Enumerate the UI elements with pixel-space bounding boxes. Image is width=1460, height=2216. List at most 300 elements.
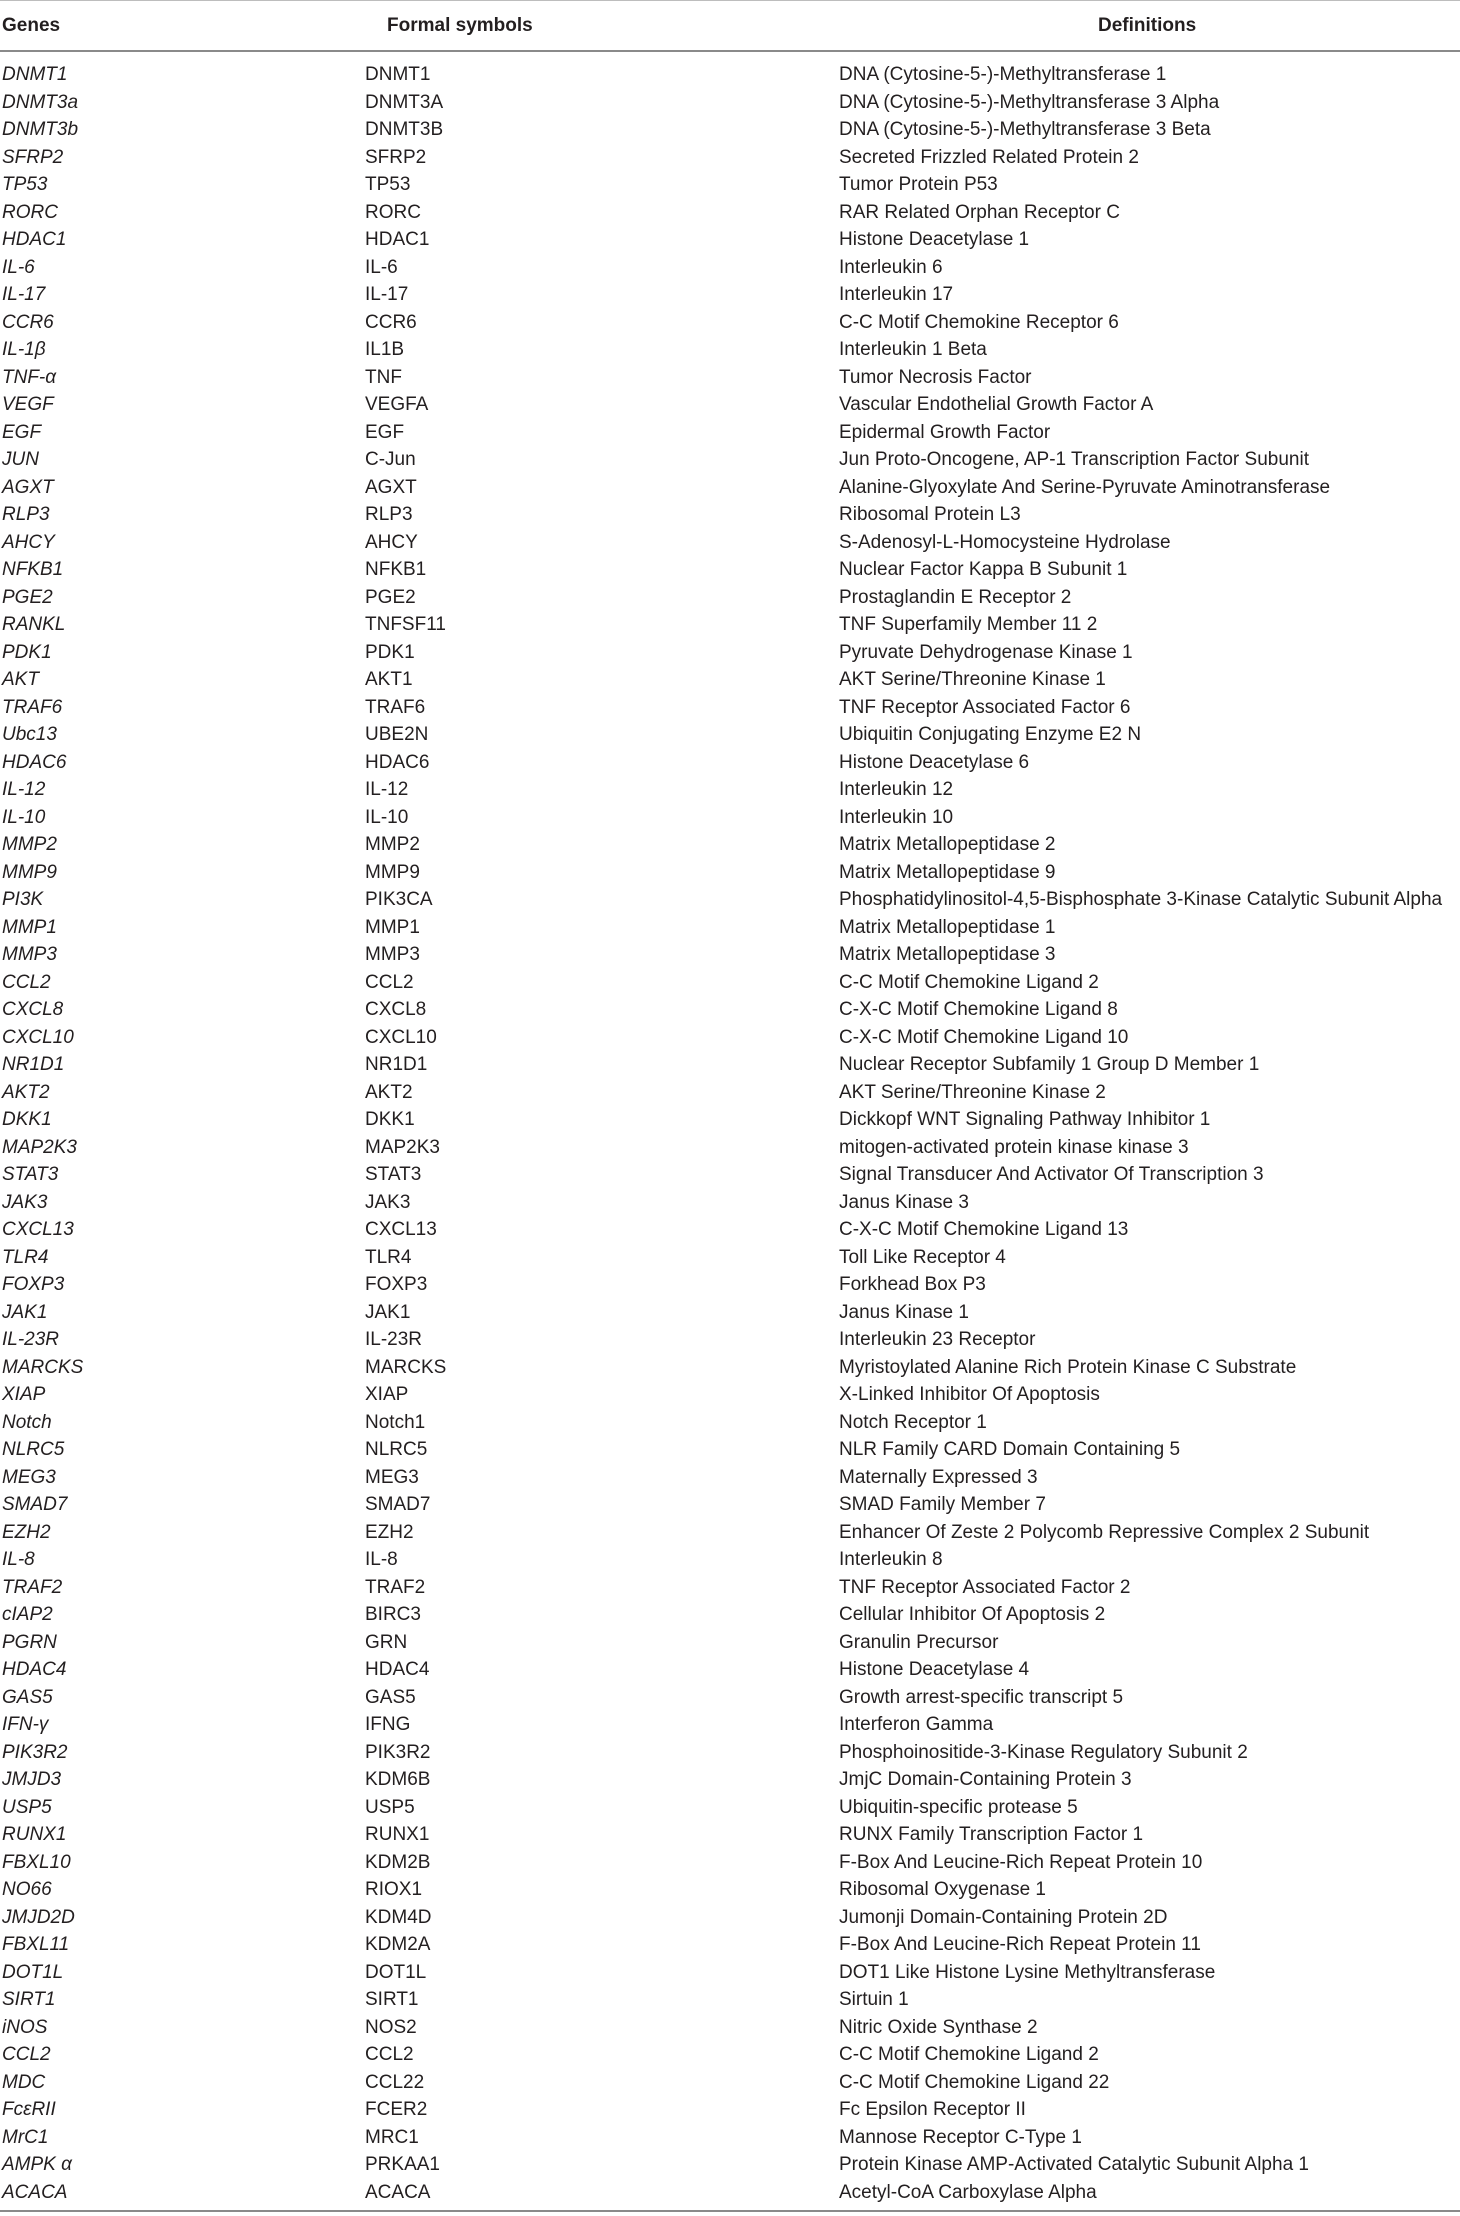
table-row [0,1245,1460,1273]
formal-symbol-cell: CXCL13 [365,1219,437,1240]
gene-cell: JMJD2D [2,1906,75,1928]
formal-symbol-cell: C-Jun [365,449,416,470]
formal-symbol-cell: CCR6 [365,311,417,333]
definition-cell: X-Linked Inhibitor Of Apoptosis [839,1384,1100,1405]
gene-cell: FOXP3 [2,1274,65,1295]
formal-symbol-cell: AGXT [365,476,417,498]
column-header-formal-symbols: Formal symbols [387,15,533,36]
table-row [0,530,1460,558]
table-row [0,1025,1460,1053]
gene-cell: IL-23R [2,1329,60,1350]
formal-symbol-cell: TRAF2 [365,1576,426,1598]
column-header-definitions: Definitions [1098,15,1197,36]
definition-cell: AKT Serine/Threonine Kinase 1 [839,669,1106,690]
table-row [0,1410,1460,1438]
table-row [0,1080,1460,1108]
formal-symbol-cell: DNMT3B [365,119,444,140]
definition-cell: Ubiquitin Conjugating Enzyme E2 N [839,724,1142,745]
gene-cell: PGRN [2,1631,57,1653]
gene-cell: MDC [2,2071,46,2093]
gene-cell: AMPK α [2,2154,72,2175]
gene-cell: PGE2 [2,586,53,608]
gene-cell: DOT1L [2,1961,64,1983]
gene-cell: MARCKS [2,1356,84,1378]
table-row [0,310,1460,338]
definition-cell: Matrix Metallopeptidase 9 [839,861,1056,883]
definition-cell: C-C Motif Chemokine Ligand 2 [839,2044,1099,2065]
formal-symbol-cell: KDM4D [365,1906,432,1928]
formal-symbol-cell: TNF [365,366,402,388]
definition-cell: C-X-C Motif Chemokine Ligand 13 [839,1219,1129,1240]
definition-cell: Alanine-Glyoxylate And Serine-Pyruvate Aminotransferase [839,476,1331,498]
table-row [0,200,1460,228]
definition-cell: Enhancer Of Zeste 2 Polycomb Repressive Complex 2 Subunit [839,1521,1370,1543]
gene-cell: DNMT3a [2,91,79,113]
formal-symbol-cell: XIAP [365,1384,409,1405]
definition-cell: Forkhead Box P3 [839,1274,986,1295]
gene-cell: ACACA [2,2181,68,2203]
gene-cell: JMJD3 [2,1769,62,1790]
gene-cell: PIK3R2 [2,1741,68,1763]
formal-symbol-cell: MAP2K3 [365,1136,440,1158]
definition-cell: DNA (Cytosine-5-)-Methyltransferase 3 Alpha [839,91,1220,113]
gene-cell: Ubc13 [2,724,57,745]
formal-symbol-cell: IL-23R [365,1329,423,1350]
table-row [0,1932,1460,1960]
definition-cell: SMAD Family Member 7 [839,1494,1046,1515]
definition-cell: Nuclear Receptor Subfamily 1 Group D Member 1 [839,1054,1260,1075]
formal-symbol-cell: HDAC4 [365,1659,430,1680]
table-row [0,117,1460,145]
formal-symbol-cell: BIRC3 [365,1604,421,1625]
definition-cell: Vascular Endothelial Growth Factor A [839,394,1154,415]
table-row [0,1630,1460,1658]
formal-symbol-cell: NOS2 [365,2016,417,2038]
gene-cell: GAS5 [2,1686,53,1708]
gene-cell: FBXL11 [2,1934,70,1955]
gene-cell: cIAP2 [2,1604,53,1625]
gene-cell: NLRC5 [2,1439,65,1460]
formal-symbol-cell: NLRC5 [365,1439,428,1460]
gene-cell: IL-17 [2,284,46,305]
formal-symbol-cell: AHCY [365,531,418,553]
table-row [0,90,1460,118]
definition-cell: Ubiquitin-specific protease 5 [839,1796,1078,1818]
definition-cell: DOT1 Like Histone Lysine Methyltransferase [839,1961,1216,1983]
table-row [0,1657,1460,1685]
definition-cell: Jumonji Domain-Containing Protein 2D [839,1906,1168,1928]
table-row [0,805,1460,833]
definition-cell: RUNX Family Transcription Factor 1 [839,1824,1144,1845]
table-row [0,1850,1460,1878]
formal-symbol-cell: GRN [365,1631,408,1653]
gene-cell: EGF [2,421,42,443]
table-row [0,887,1460,915]
formal-symbol-cell: IL-17 [365,284,409,305]
gene-cell: TRAF6 [2,696,63,718]
gene-cell: TNF-α [2,366,57,388]
formal-symbol-cell: NFKB1 [365,559,427,580]
gene-cell: EZH2 [2,1521,51,1543]
formal-symbol-cell: PRKAA1 [365,2154,440,2175]
gene-cell: TRAF2 [2,1576,63,1598]
formal-symbol-cell: IL-10 [365,806,409,828]
gene-cell: DNMT3b [2,119,79,140]
table-row [0,1822,1460,1850]
table-row [0,1492,1460,1520]
gene-cell: IL-10 [2,806,46,828]
definition-cell: RAR Related Orphan Receptor C [839,201,1120,223]
gene-cell: HDAC1 [2,229,67,250]
definition-cell: C-C Motif Chemokine Ligand 22 [839,2071,1110,2093]
definition-cell: Signal Transducer And Activator Of Transcription 3 [839,1164,1264,1185]
definition-cell: Mannose Receptor C-Type 1 [839,2126,1082,2148]
definition-cell: Histone Deacetylase 6 [839,751,1030,773]
table-row [0,1520,1460,1548]
formal-symbol-cell: KDM2B [365,1851,431,1873]
table-row [0,1107,1460,1135]
gene-cell: AKT2 [2,1081,50,1103]
gene-cell: SMAD7 [2,1494,68,1515]
definition-cell: Granulin Precursor [839,1631,999,1653]
formal-symbol-cell: NR1D1 [365,1054,428,1075]
definition-cell: mitogen-activated protein kinase kinase 3 [839,1136,1189,1158]
gene-cell: RANKL [2,614,66,635]
gene-cell: HDAC6 [2,751,67,773]
definition-cell: DNA (Cytosine-5-)-Methyltransferase 3 Beta [839,119,1211,140]
gene-cell: IFN-γ [2,1714,49,1735]
definition-cell: Phosphoinositide-3-Kinase Regulatory Subunit 2 [839,1741,1248,1763]
gene-cell: FBXL10 [2,1851,71,1873]
formal-symbol-cell: MARCKS [365,1356,447,1378]
formal-symbol-cell: USP5 [365,1796,415,1818]
table-row [0,1877,1460,1905]
definition-cell: Interleukin 23 Receptor [839,1329,1036,1350]
table-row [0,447,1460,475]
formal-symbol-cell: DNMT1 [365,64,431,85]
table-row [0,365,1460,393]
table-row [0,1135,1460,1163]
table-row [0,337,1460,365]
formal-symbol-cell: PGE2 [365,586,416,608]
formal-symbol-cell: JAK3 [365,1191,411,1213]
formal-symbol-cell: KDM2A [365,1934,431,1955]
gene-cell: JUN [2,449,39,470]
gene-cell: CCR6 [2,311,54,333]
definition-cell: Phosphatidylinositol-4,5-Bisphosphate 3-Kinase Catalytic Subunit Alpha [839,889,1443,910]
definition-cell: Histone Deacetylase 1 [839,229,1030,250]
gene-cell: MMP9 [2,861,57,883]
definition-cell: C-X-C Motif Chemokine Ligand 10 [839,1026,1129,1048]
formal-symbol-cell: FCER2 [365,2099,428,2120]
definition-cell: F-Box And Leucine-Rich Repeat Protein 11 [839,1934,1201,1955]
table-row [0,282,1460,310]
formal-symbol-cell: RIOX1 [365,1879,423,1900]
gene-cell: NR1D1 [2,1054,65,1075]
formal-symbol-cell: CXCL10 [365,1026,437,1048]
gene-cell: NFKB1 [2,559,64,580]
table-row [0,1190,1460,1218]
definition-cell: Janus Kinase 1 [839,1301,969,1323]
table-row [0,722,1460,750]
definition-cell: Interleukin 12 [839,779,954,800]
table-row [0,2070,1460,2098]
table-row [0,2180,1460,2208]
definition-cell: Maternally Expressed 3 [839,1466,1038,1488]
formal-symbol-cell: MMP1 [365,916,420,938]
table-row [0,1327,1460,1355]
table-row [0,1547,1460,1575]
formal-symbol-cell: GAS5 [365,1686,416,1708]
table-row [0,667,1460,695]
table-row [0,1767,1460,1795]
table-row [0,997,1460,1025]
gene-cell: CXCL8 [2,999,64,1020]
gene-cell: iNOS [2,2016,48,2038]
definition-cell: DNA (Cytosine-5-)-Methyltransferase 1 [839,64,1167,85]
formal-symbol-cell: EZH2 [365,1521,414,1543]
table-row [0,1905,1460,1933]
table-row [0,915,1460,943]
table-row [0,2125,1460,2153]
gene-cell: AHCY [2,531,55,553]
formal-symbol-cell: IL-12 [365,779,409,800]
definition-cell: Interleukin 10 [839,806,954,828]
table-row [0,1465,1460,1493]
table-row [0,1740,1460,1768]
definition-cell: Interferon Gamma [839,1714,994,1735]
gene-cell: IL-12 [2,779,46,800]
formal-symbol-cell: CCL2 [365,2044,414,2065]
definition-cell: Tumor Protein P53 [839,174,998,195]
table-row [0,585,1460,613]
definition-cell: Prostaglandin E Receptor 2 [839,586,1072,608]
definition-cell: NLR Family CARD Domain Containing 5 [839,1439,1181,1460]
definition-cell: Interleukin 8 [839,1549,943,1570]
table-row [0,1052,1460,1080]
definition-cell: Notch Receptor 1 [839,1411,987,1433]
gene-cell: XIAP [2,1384,46,1405]
gene-cell: JAK1 [2,1301,48,1323]
gene-cell: MMP3 [2,944,57,965]
gene-cell: PDK1 [2,641,52,663]
formal-symbol-cell: PIK3CA [365,889,433,910]
gene-cell: IL-8 [2,1549,35,1570]
formal-symbol-cell: HDAC1 [365,229,430,250]
table-row [0,1602,1460,1630]
table-row [0,172,1460,200]
table-row [0,1987,1460,2015]
table-row [0,832,1460,860]
formal-symbol-cell: ACACA [365,2181,431,2203]
gene-cell: MMP2 [2,834,57,855]
formal-symbol-cell: TLR4 [365,1246,412,1268]
definition-cell: Epidermal Growth Factor [839,421,1051,443]
formal-symbol-cell: IL1B [365,339,405,360]
formal-symbol-cell: SMAD7 [365,1494,431,1515]
definition-cell: Matrix Metallopeptidase 2 [839,834,1056,855]
gene-cell: RLP3 [2,504,50,525]
formal-symbol-cell: SIRT1 [365,1989,419,2010]
definition-cell: Fc Epsilon Receptor II [839,2099,1026,2120]
gene-cell: CCL2 [2,2044,51,2065]
table-row [0,2097,1460,2125]
formal-symbol-cell: HDAC6 [365,751,430,773]
table-row [0,420,1460,448]
definition-cell: S-Adenosyl-L-Homocysteine Hydrolase [839,531,1171,553]
gene-cell: SFRP2 [2,146,64,168]
gene-cell: CXCL13 [2,1219,74,1240]
table-row [0,1162,1460,1190]
table-row [0,2042,1460,2070]
table-row [0,1685,1460,1713]
bottom-rule [0,2210,1460,2212]
formal-symbol-cell: DKK1 [365,1109,415,1130]
formal-symbol-cell: RUNX1 [365,1824,430,1845]
definition-cell: Protein Kinase AMP-Activated Catalytic Subunit Alpha 1 [839,2154,1309,2175]
formal-symbol-cell: MMP3 [365,944,420,965]
table-row [0,557,1460,585]
formal-symbol-cell: JAK1 [365,1301,411,1323]
formal-symbol-cell: AKT1 [365,669,413,690]
table-row [0,145,1460,173]
gene-cell: FcεRII [2,2099,56,2120]
table-row [0,612,1460,640]
table-row [0,255,1460,283]
formal-symbol-cell: AKT2 [365,1081,413,1103]
table-body [0,62,1460,2207]
formal-symbol-cell: PDK1 [365,641,415,663]
gene-cell: IL-1β [2,339,46,360]
formal-symbol-cell: RORC [365,201,421,223]
formal-symbol-cell: MRC1 [365,2126,419,2148]
column-header-genes: Genes [2,15,61,36]
header-rule [0,50,1460,52]
table-row [0,1355,1460,1383]
formal-symbol-cell: RLP3 [365,504,413,525]
gene-cell: USP5 [2,1796,52,1818]
formal-symbol-cell: IL-8 [365,1549,398,1570]
table-row [0,695,1460,723]
gene-cell: JAK3 [2,1191,48,1213]
definition-cell: Dickkopf WNT Signaling Pathway Inhibitor 1 [839,1109,1211,1130]
table-row [0,640,1460,668]
definition-cell: AKT Serine/Threonine Kinase 2 [839,1081,1106,1103]
gene-cell: MAP2K3 [2,1136,77,1158]
definition-cell: Growth arrest-specific transcript 5 [839,1686,1124,1708]
definition-cell: Cellular Inhibitor Of Apoptosis 2 [839,1604,1106,1625]
formal-symbol-cell: MEG3 [365,1466,419,1488]
gene-cell: MMP1 [2,916,57,938]
definition-cell: C-X-C Motif Chemokine Ligand 8 [839,999,1118,1020]
table-row [0,502,1460,530]
definition-cell: Ribosomal Protein L3 [839,504,1021,525]
gene-cell: AGXT [2,476,54,498]
formal-symbol-cell: STAT3 [365,1164,422,1185]
gene-cell: PI3K [2,889,44,910]
gene-cell: CCL2 [2,971,51,993]
gene-cell: VEGF [2,394,54,415]
table-row [0,777,1460,805]
formal-symbol-cell: CCL22 [365,2071,425,2093]
table-row [0,392,1460,420]
table-row [0,1795,1460,1823]
gene-cell: DNMT1 [2,64,68,85]
table-row [0,475,1460,503]
formal-symbol-cell: MMP2 [365,834,420,855]
definition-cell: Nitric Oxide Synthase 2 [839,2016,1038,2038]
table-row [0,2015,1460,2043]
table-row [0,227,1460,255]
definition-cell: Jun Proto-Oncogene, AP-1 Transcription Factor Subunit [839,449,1309,470]
formal-symbol-cell: TNFSF11 [365,614,446,635]
table-row [0,1437,1460,1465]
table-row [0,1382,1460,1410]
formal-symbol-cell: TP53 [365,174,411,195]
table-row [0,1960,1460,1988]
definition-cell: JmjC Domain-Containing Protein 3 [839,1769,1132,1790]
gene-cell: NO66 [2,1879,52,1900]
table-row [0,750,1460,778]
definition-cell: C-C Motif Chemokine Receptor 6 [839,311,1119,333]
definition-cell: Nuclear Factor Kappa B Subunit 1 [839,559,1128,580]
gene-cell: MEG3 [2,1466,56,1488]
formal-symbol-cell: IFNG [365,1714,411,1735]
definition-cell: Pyruvate Dehydrogenase Kinase 1 [839,641,1133,663]
table-header [0,0,1460,50]
definition-cell: Myristoylated Alanine Rich Protein Kinase C Substrate [839,1356,1297,1378]
formal-symbol-cell: CCL2 [365,971,414,993]
definition-cell: Interleukin 6 [839,256,943,278]
definition-cell: Matrix Metallopeptidase 3 [839,944,1056,965]
gene-cell: RORC [2,201,58,223]
formal-symbol-cell: FOXP3 [365,1274,428,1295]
definition-cell: Janus Kinase 3 [839,1191,969,1213]
formal-symbol-cell: Notch1 [365,1411,426,1433]
definition-cell: TNF Receptor Associated Factor 6 [839,696,1131,718]
gene-cell: AKT [2,669,39,690]
definition-cell: Interleukin 17 [839,284,954,305]
table-row [0,970,1460,998]
gene-cell: TLR4 [2,1246,49,1268]
table-row [0,2152,1460,2180]
definition-cell: Matrix Metallopeptidase 1 [839,916,1056,938]
gene-cell: SIRT1 [2,1989,56,2010]
definition-cell: TNF Superfamily Member 11 2 [839,614,1098,635]
table-row [0,1712,1460,1740]
gene-cell: STAT3 [2,1164,59,1185]
gene-cell: MrC1 [2,2126,49,2148]
definition-cell: Toll Like Receptor 4 [839,1246,1006,1268]
definition-cell: Ribosomal Oxygenase 1 [839,1879,1046,1900]
formal-symbol-cell: MMP9 [365,861,420,883]
definition-cell: F-Box And Leucine-Rich Repeat Protein 10 [839,1851,1203,1873]
formal-symbol-cell: TRAF6 [365,696,426,718]
definition-cell: Interleukin 1 Beta [839,339,987,360]
formal-symbol-cell: PIK3R2 [365,1741,431,1763]
gene-cell: RUNX1 [2,1824,67,1845]
gene-cell: HDAC4 [2,1659,67,1680]
definition-cell: Secreted Frizzled Related Protein 2 [839,146,1139,168]
formal-symbol-cell: CXCL8 [365,999,427,1020]
table-row [0,1300,1460,1328]
definition-cell: C-C Motif Chemokine Ligand 2 [839,971,1099,993]
formal-symbol-cell: UBE2N [365,724,429,745]
formal-symbol-cell: DNMT3A [365,91,444,113]
table-row [0,1272,1460,1300]
definition-cell: Tumor Necrosis Factor [839,366,1032,388]
table-row [0,860,1460,888]
